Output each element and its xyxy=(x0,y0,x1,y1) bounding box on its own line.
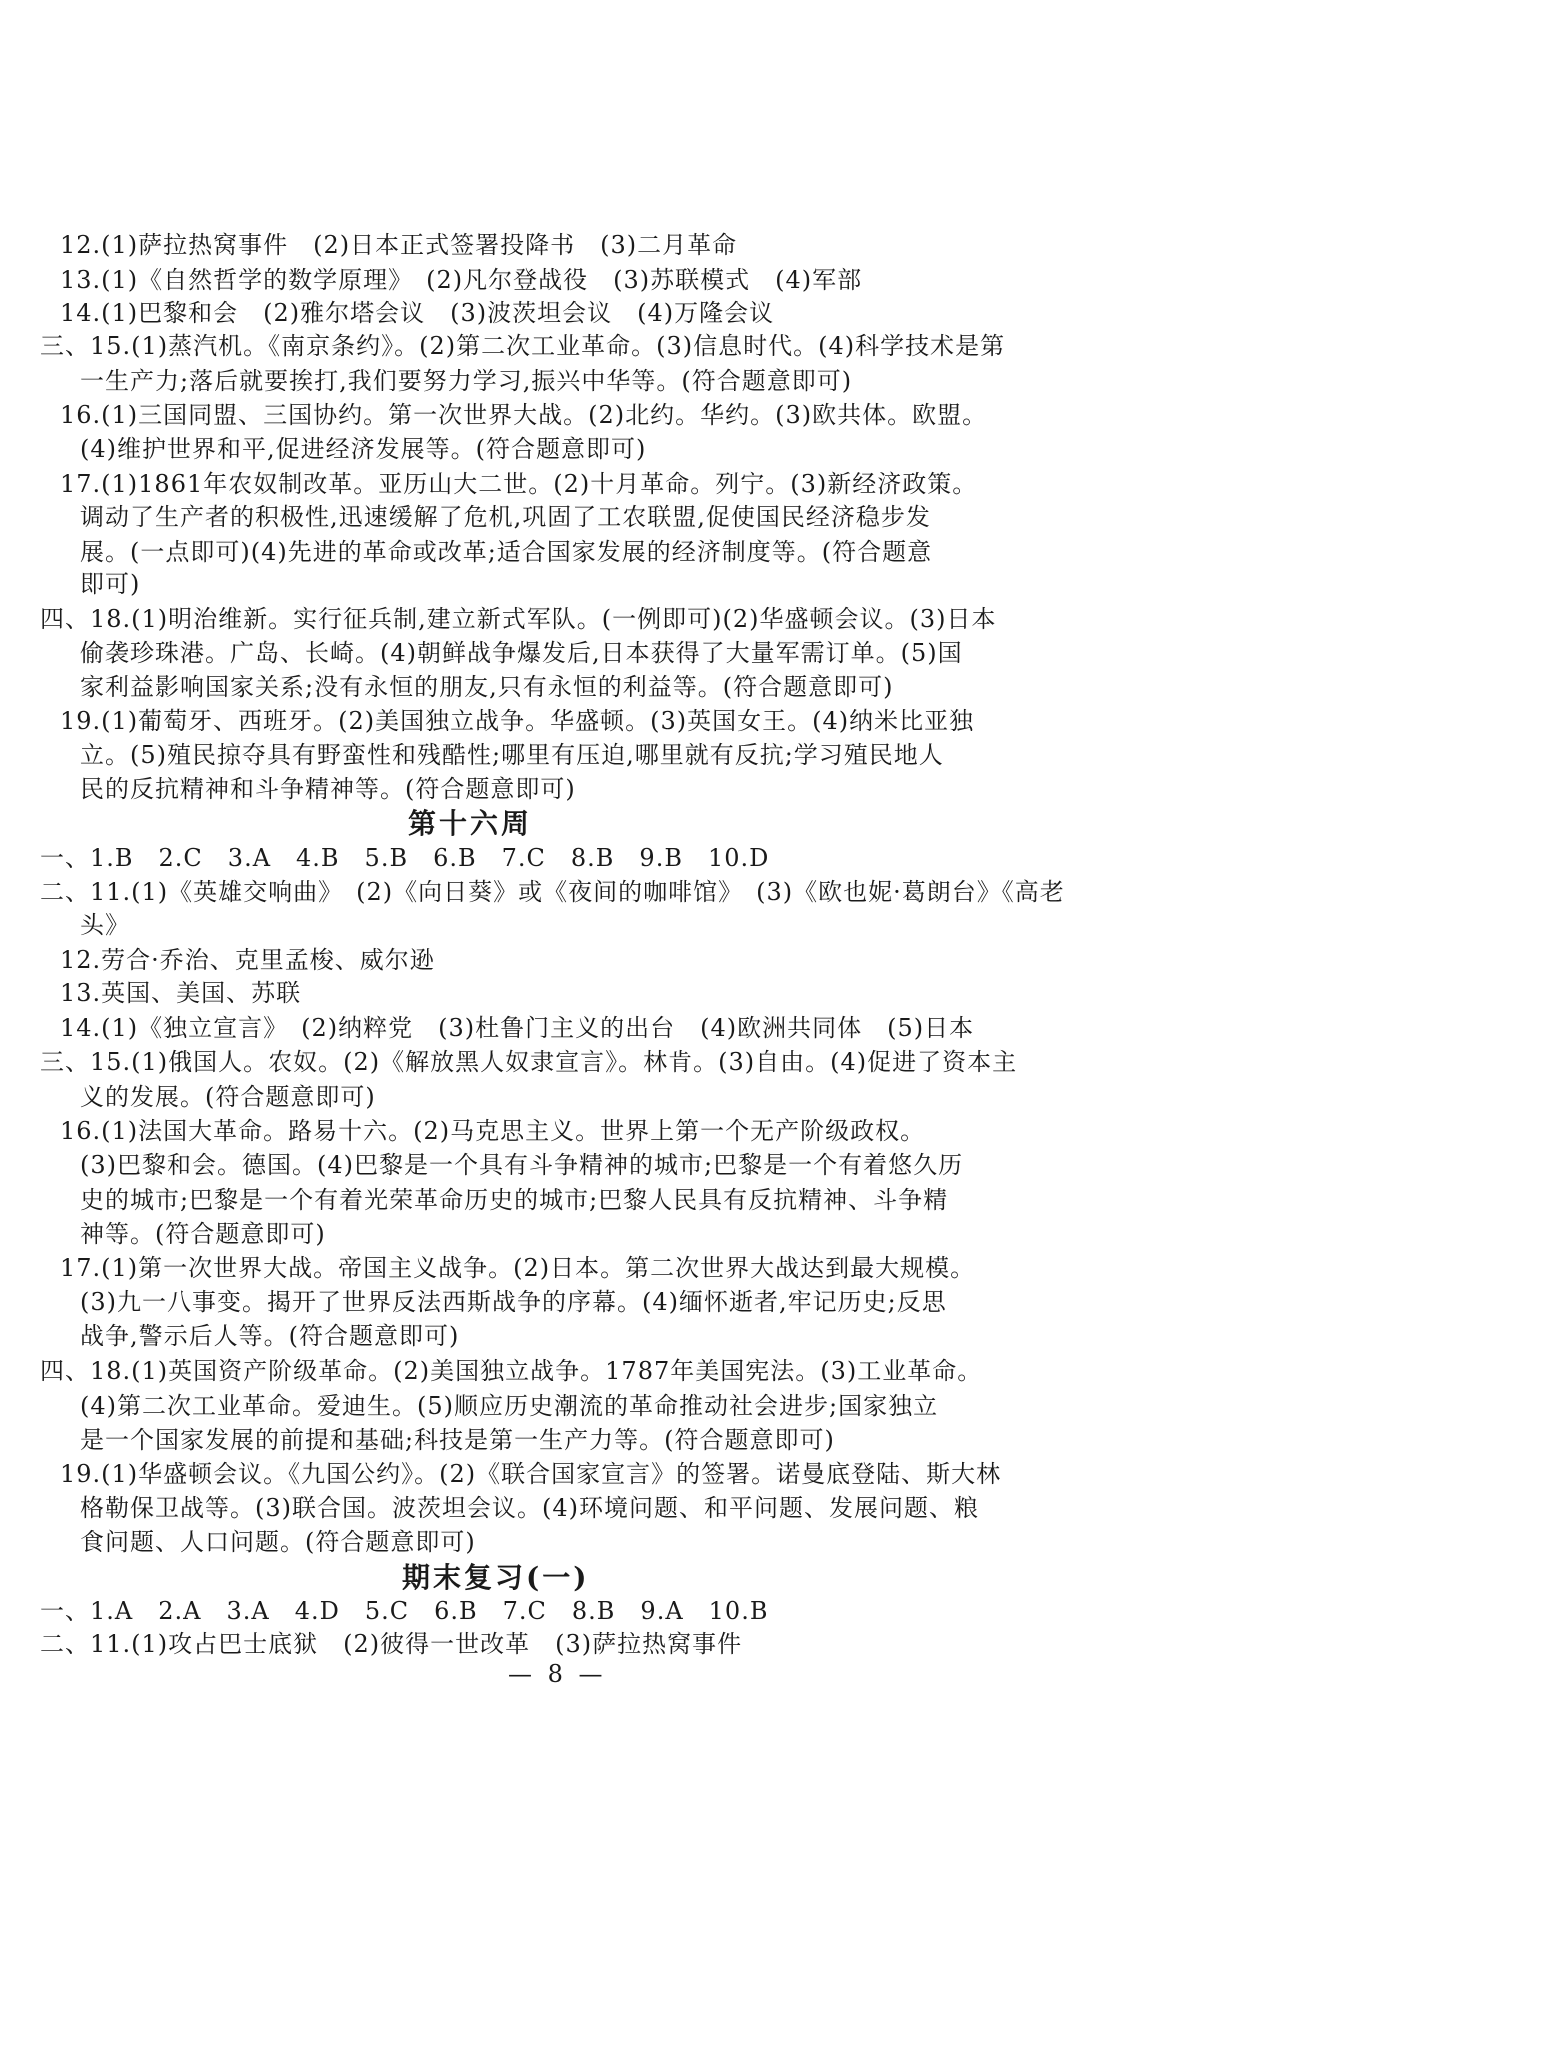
answer-line: 立。(5)殖民掠夺具有野蛮性和残酷性;哪里有压迫,哪里就有反抗;学习殖民地人 xyxy=(80,741,944,769)
answer-line: 民的反抗精神和斗争精神等。(符合题意即可) xyxy=(80,775,576,803)
answer-line: (4)第二次工业革命。爱迪生。(5)顺应历史潮流的革命推动社会进步;国家独立 xyxy=(80,1392,939,1420)
answer-line: 三、15.(1)俄国人。农奴。(2)《解放黑人奴隶宣言》。林肯。(3)自由。(4)促进了资本主 xyxy=(40,1048,1018,1076)
answer-line: 16.(1)三国同盟、三国协约。第一次世界大战。(2)北约。华约。(3)欧共体。欧盟。 xyxy=(60,401,988,429)
answer-line: 13.英国、美国、苏联 xyxy=(60,979,302,1007)
answer-line: 一、1.A 2.A 3.A 4.D 5.C 6.B 7.C 8.B 9.A 10.B xyxy=(40,1597,769,1625)
answer-line: 12.劳合·乔治、克里孟梭、威尔逊 xyxy=(60,946,435,974)
answer-line: 史的城市;巴黎是一个有着光荣革命历史的城市;巴黎人民具有反抗精神、斗争精 xyxy=(80,1186,949,1214)
answer-line: 展。(一点即可)(4)先进的革命或改革;适合国家发展的经济制度等。(符合题意 xyxy=(80,538,933,566)
answer-line: 一生产力;落后就要挨打,我们要努力学习,振兴中华等。(符合题意即可) xyxy=(80,367,853,395)
answer-line: 四、18.(1)英国资产阶级革命。(2)美国独立战争。1787年美国宪法。(3)工业革命。 xyxy=(40,1357,983,1385)
answer-line: 即可) xyxy=(80,570,141,598)
answer-line: 13.(1)《自然哲学的数学原理》 (2)凡尔登战役 (3)苏联模式 (4)军部 xyxy=(60,266,863,294)
answer-line: (4)维护世界和平,促进经济发展等。(符合题意即可) xyxy=(80,435,647,463)
answer-line: 是一个国家发展的前提和基础;科技是第一生产力等。(符合题意即可) xyxy=(80,1426,835,1454)
answer-line: 16.(1)法国大革命。路易十六。(2)马克思主义。世界上第一个无产阶级政权。 xyxy=(60,1117,926,1145)
answer-line: 义的发展。(符合题意即可) xyxy=(80,1083,376,1111)
answer-line: 一、1.B 2.C 3.A 4.B 5.B 6.B 7.C 8.B 9.B 10.D xyxy=(40,844,770,872)
answer-line: 14.(1)巴黎和会 (2)雅尔塔会议 (3)波茨坦会议 (4)万隆会议 xyxy=(60,299,775,327)
answer-line: 17.(1)第一次世界大战。帝国主义战争。(2)日本。第二次世界大战达到最大规模。 xyxy=(60,1254,976,1282)
page-number: — 8 — xyxy=(508,1660,607,1688)
answer-line: 神等。(符合题意即可) xyxy=(80,1220,326,1248)
answer-line: 四、18.(1)明治维新。实行征兵制,建立新式军队。(一例即可)(2)华盛顿会议。(3)日本 xyxy=(40,605,997,633)
answer-line: (3)九一八事变。揭开了世界反法西斯战争的序幕。(4)缅怀逝者,牢记历史;反思 xyxy=(80,1288,947,1316)
answer-line: 头》 xyxy=(80,911,130,939)
answer-line: (3)巴黎和会。德国。(4)巴黎是一个具有斗争精神的城市;巴黎是一个有着悠久历 xyxy=(80,1151,964,1179)
section-heading: 第十六周 xyxy=(408,807,533,840)
answer-line: 19.(1)华盛顿会议。《九国公约》。(2)《联合国家宣言》的签署。诺曼底登陆、斯大林 xyxy=(60,1460,1002,1488)
answer-line: 三、15.(1)蒸汽机。《南京条约》。(2)第二次工业革命。(3)信息时代。(4)科学技术是第 xyxy=(40,332,1006,360)
answer-line: 17.(1)1861年农奴制改革。亚历山大二世。(2)十月革命。列宁。(3)新经济政策。 xyxy=(60,470,978,498)
answer-line: 食问题、人口问题。(符合题意即可) xyxy=(80,1528,476,1556)
section-heading: 期末复习(一) xyxy=(402,1561,590,1594)
answer-line: 格勒保卫战等。(3)联合国。波茨坦会议。(4)环境问题、和平问题、发展问题、粮 xyxy=(80,1494,979,1522)
answer-line: 偷袭珍珠港。广岛、长崎。(4)朝鲜战争爆发后,日本获得了大量军需订单。(5)国 xyxy=(80,639,963,667)
answer-line: 14.(1)《独立宣言》 (2)纳粹党 (3)杜鲁门主义的出台 (4)欧洲共同体 (5)日本 xyxy=(60,1014,975,1042)
answer-line: 二、11.(1)攻占巴士底狱 (2)彼得一世改革 (3)萨拉热窝事件 xyxy=(40,1630,743,1658)
answer-line: 调动了生产者的积极性,迅速缓解了危机,巩固了工农联盟,促使国民经济稳步发 xyxy=(80,503,931,531)
answer-line: 19.(1)葡萄牙、西班牙。(2)美国独立战争。华盛顿。(3)英国女王。(4)纳米比亚独 xyxy=(60,707,975,735)
answer-line: 二、11.(1)《英雄交响曲》 (2)《向日葵》或《夜间的咖啡馆》 (3)《欧也妮·葛朗台》《高老 xyxy=(40,878,1065,906)
answer-line: 12.(1)萨拉热窝事件 (2)日本正式签署投降书 (3)二月革命 xyxy=(60,231,738,259)
answer-line: 战争,警示后人等。(符合题意即可) xyxy=(80,1322,460,1350)
answer-line: 家利益影响国家关系;没有永恒的朋友,只有永恒的利益等。(符合题意即可) xyxy=(80,673,894,701)
